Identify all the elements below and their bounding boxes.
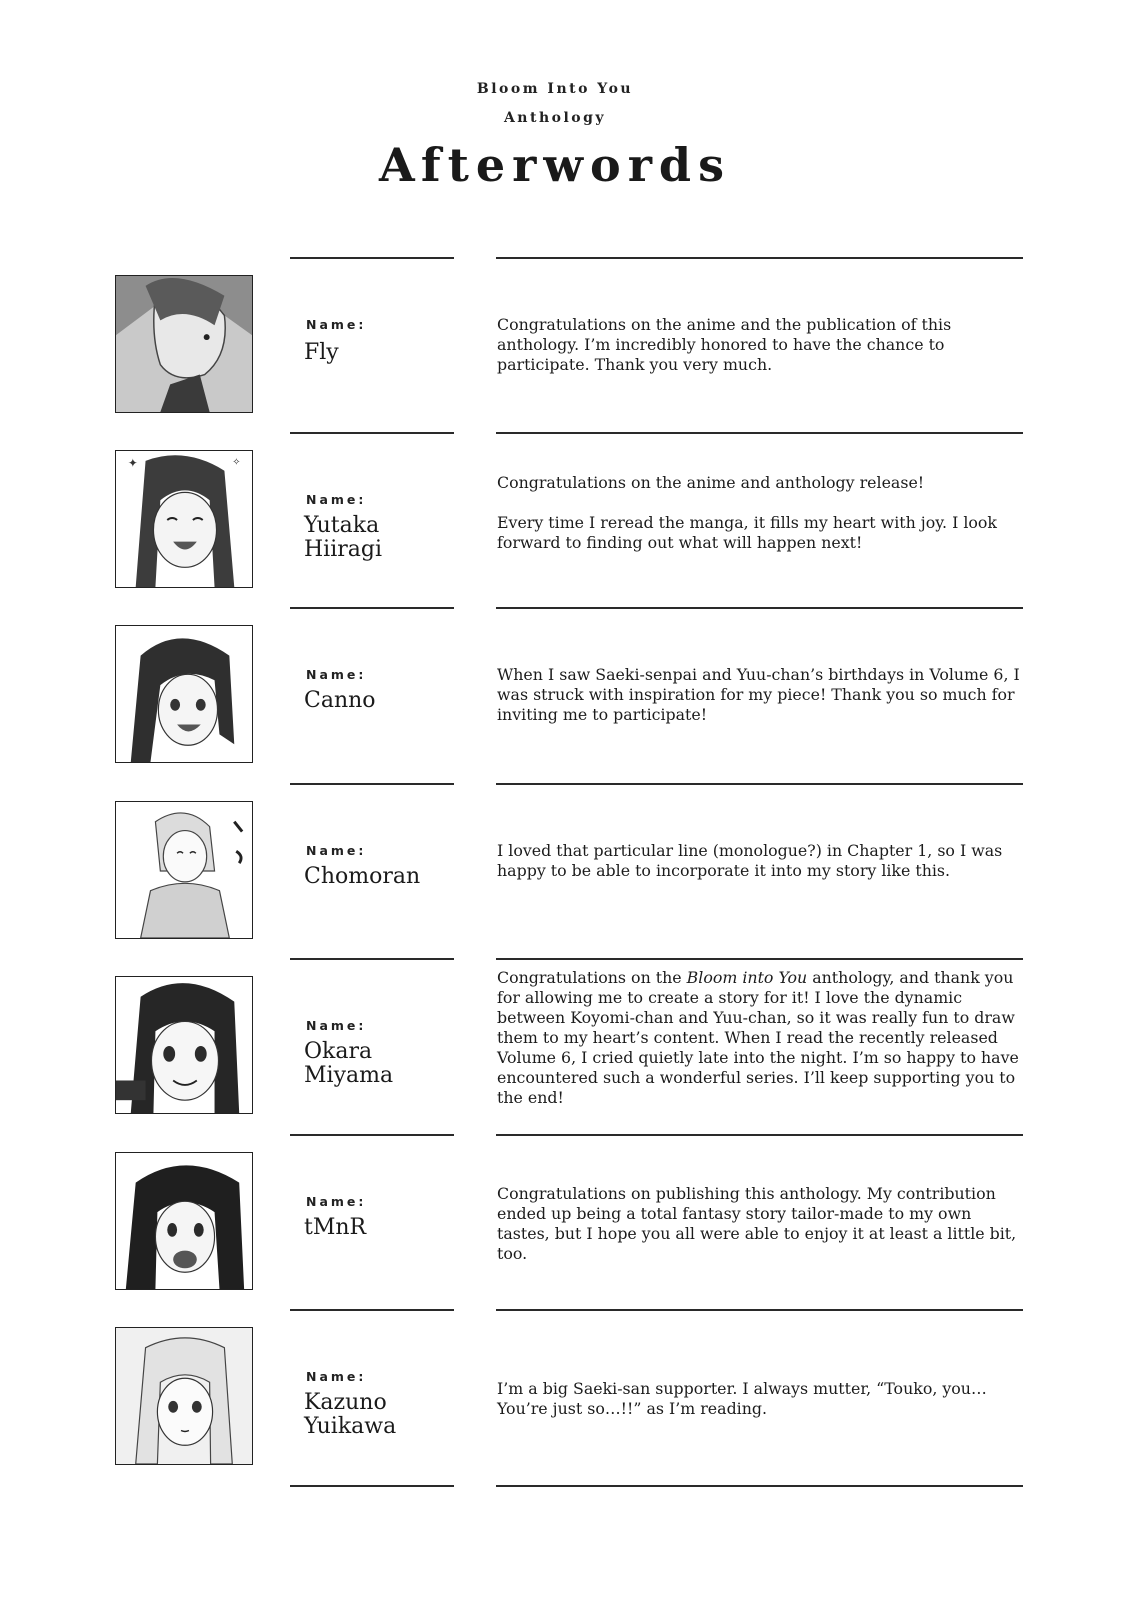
afterword-message: Congratulations on the Bloom into You anthology, and thank you for allowing me to create a story for it! I love the dynamic between Koyomi-chan and Yuu-chan, so it was really fun to draw them to my heart’s content. When I read the recently released Volume 6, I cried quietly late into the night. I’m so happy to have encountered such a wonderful series. I’ll keep supporting you to the end! [497, 968, 1019, 1107]
divider [290, 1134, 454, 1136]
divider [496, 607, 1023, 609]
name-label: Name: [306, 317, 367, 332]
afterword-message: I loved that particular line (monologue?) in Chapter 1, so I was happy to be able to incorporate it into my story like this. [497, 841, 1003, 880]
name-label: Name: [306, 1194, 367, 1209]
name-label: Name: [306, 1369, 367, 1384]
afterword-entry-2 [0, 432, 1123, 608]
artist-portrait-image [115, 275, 253, 413]
artist-name: Fly [304, 340, 339, 365]
artist-portrait-image [115, 1152, 253, 1290]
afterword-entry-1 [0, 257, 1123, 433]
afterword-entry-7 [0, 1309, 1123, 1485]
artist-name: Okara Miyama [304, 1039, 394, 1088]
divider [290, 257, 454, 259]
artist-name: Chomoran [304, 864, 421, 889]
divider [496, 1485, 1023, 1487]
name-label: Name: [306, 843, 367, 858]
series-title: Bloom Into You [476, 81, 634, 97]
divider [290, 1485, 454, 1487]
divider [496, 783, 1023, 785]
afterword-entry-6 [0, 1134, 1123, 1310]
afterword-message: Congratulations on the anime and anthology release! Every time I reread the manga, it fills my heart with joy. I look forward to finding out what will happen next! [497, 473, 997, 552]
afterword-message: Congratulations on the anime and the publication of this anthology. I’m incredibly honored to have the chance to participate. Thank you very much. [497, 315, 952, 374]
artist-portrait-image [115, 450, 253, 588]
afterword-entry-3 [0, 607, 1123, 783]
divider [290, 1309, 454, 1311]
afterword-message: When I saw Saeki-senpai and Yuu-chan’s birthdays in Volume 6, I was struck with inspiration for my piece! Thank you so much for inviting me to participate! [497, 665, 1020, 724]
svg-text:✧: ✧ [232, 456, 241, 468]
afterword-message: Congratulations on publishing this anthology. My contribution ended up being a total fantasy story tailor-made to my own tastes, but I hope you all were able to enjoy it at least a little bit, too. [497, 1184, 1017, 1263]
artist-portrait-image [115, 1327, 253, 1465]
artist-name: Yutaka Hiiragi [304, 513, 383, 562]
series-title-italic: Bloom into You [686, 968, 808, 987]
divider [496, 958, 1023, 960]
divider [496, 432, 1023, 434]
divider [290, 432, 454, 434]
afterword-entry-5 [0, 958, 1123, 1134]
divider [290, 783, 454, 785]
artist-name: Canno [304, 688, 376, 713]
artist-portrait-image [115, 625, 253, 763]
divider [496, 1309, 1023, 1311]
series-subtitle: Anthology [503, 110, 607, 126]
artist-portrait-image [115, 801, 253, 939]
divider [290, 607, 454, 609]
divider [290, 958, 454, 960]
name-label: Name: [306, 667, 367, 682]
artist-name: Kazuno Yuikawa [304, 1390, 397, 1439]
page-title: Afterwords [379, 138, 731, 192]
artist-name: tMnR [304, 1215, 367, 1240]
afterword-entry-4 [0, 783, 1123, 959]
artist-portrait-image [115, 976, 253, 1114]
afterword-message: I’m a big Saeki-san supporter. I always mutter, “Touko, you… You’re just so…!!” as I’m reading. [497, 1379, 987, 1418]
name-label: Name: [306, 492, 367, 507]
divider [496, 257, 1023, 259]
name-label: Name: [306, 1018, 367, 1033]
divider [496, 1134, 1023, 1136]
svg-text:✦: ✦ [127, 455, 138, 470]
